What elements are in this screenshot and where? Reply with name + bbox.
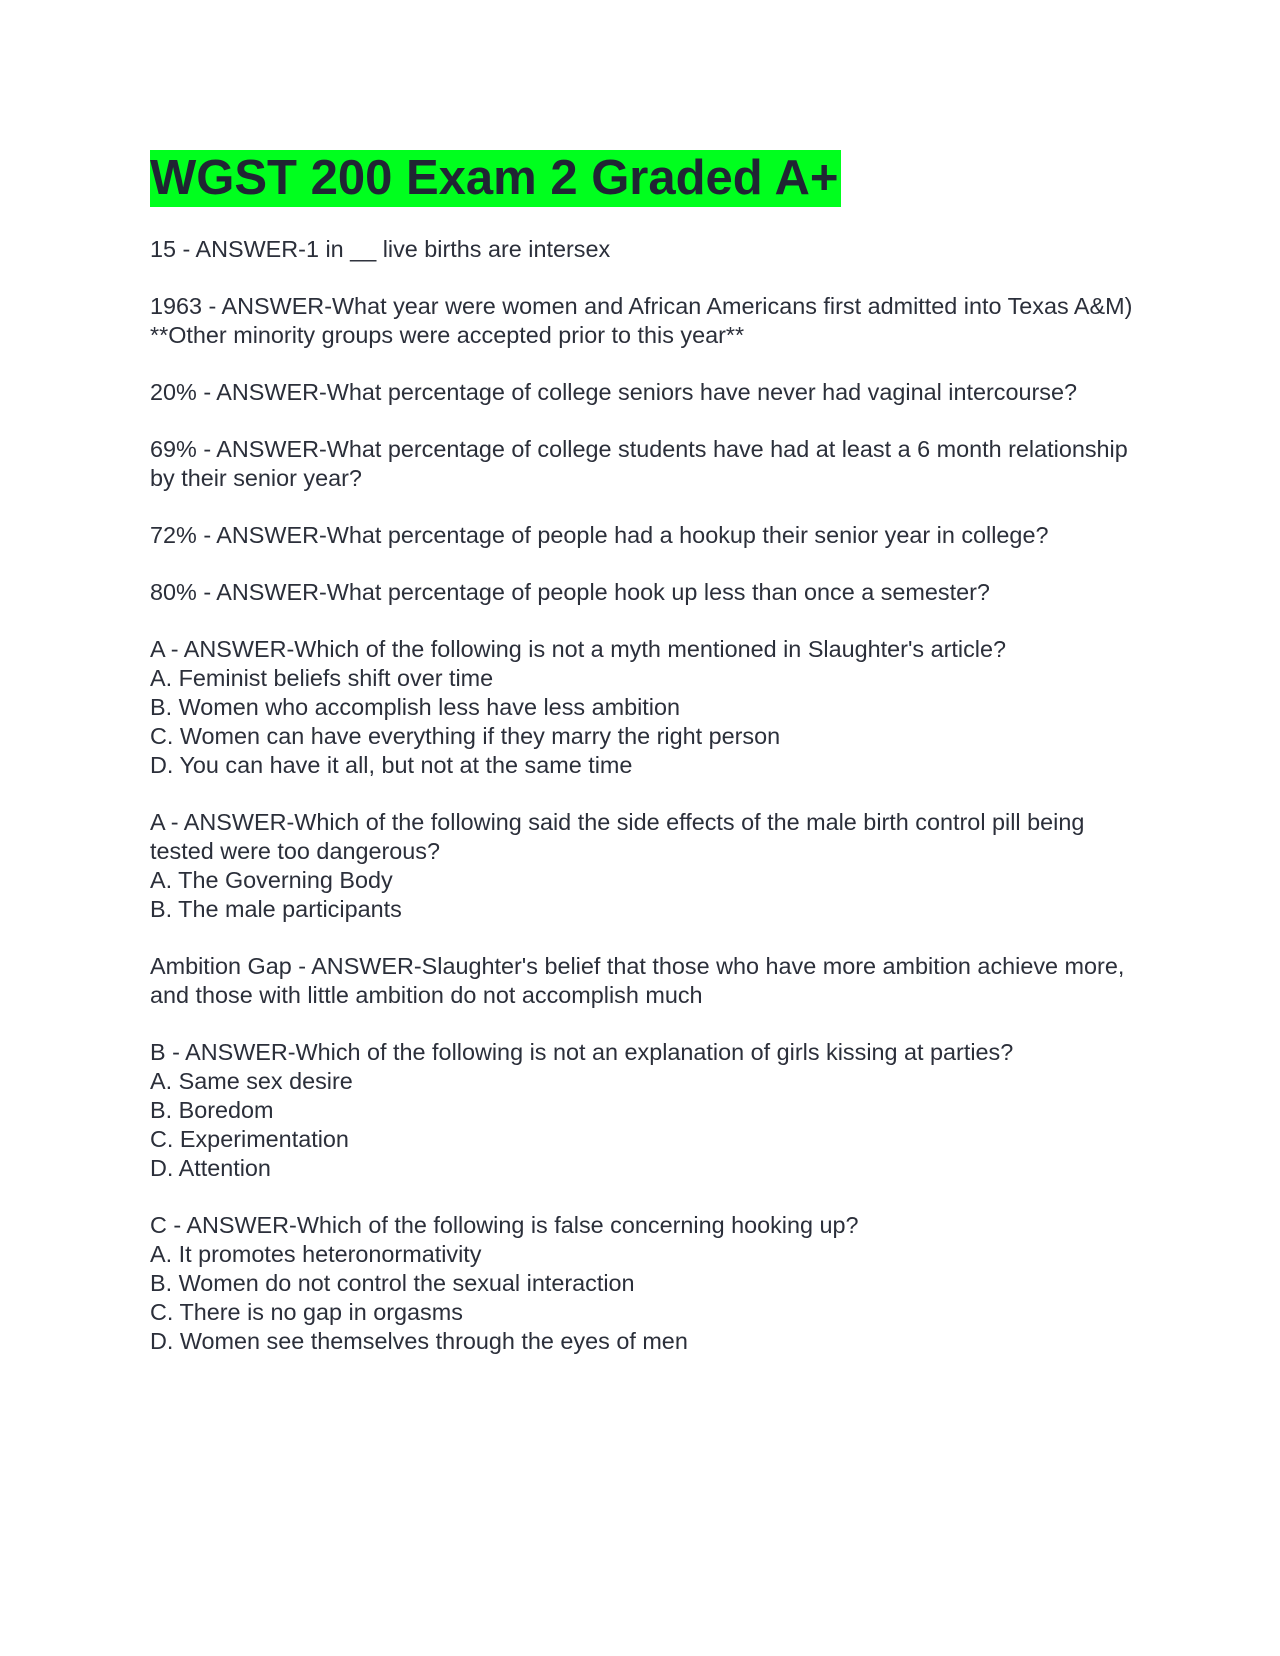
qa-option: A. It promotes heteronormativity [150,1241,482,1267]
qa-question: C - ANSWER-Which of the following is false concerning hooking up? [150,1212,859,1238]
qa-question: 15 - ANSWER-1 in __ live births are intersex [150,236,611,262]
page-title: WGST 200 Exam 2 Graded A+ [150,151,839,205]
qa-option: A. Same sex desire [150,1068,353,1094]
qa-entry [150,952,1140,1010]
qa-entry [150,435,1140,493]
qa-question: 69% - ANSWER-What percentage of college students have had at least a 6 month relationship by their senior year? [150,436,1128,491]
qa-question: 1963 - ANSWER-What year were women and African Americans first admitted into Texas A&M) [150,293,1133,319]
qa-entry [150,235,1140,264]
qa-question: 72% - ANSWER-What percentage of people had a hookup their senior year in college? [150,522,1049,548]
qa-option: D. Attention [150,1155,271,1181]
qa-entry [150,1211,1140,1356]
qa-entry [150,578,1140,607]
qa-option: C. Experimentation [150,1126,349,1152]
qa-question: Ambition Gap - ANSWER-Slaughter's belief that those who have more ambition achieve more, and those with little ambition do not accomplish much [150,953,1125,1008]
qa-option: D. You can have it all, but not at the same time [150,752,633,778]
qa-option: B. The male participants [150,896,402,922]
qa-question: 20% - ANSWER-What percentage of college seniors have never had vaginal intercourse? [150,379,1078,405]
qa-option: C. Women can have everything if they marry the right person [150,723,781,749]
qa-option: C. There is no gap in orgasms [150,1299,463,1325]
qa-option: D. Women see themselves through the eyes of men [150,1328,688,1354]
qa-entry [150,378,1140,407]
qa-list [150,235,1140,1356]
qa-question: 80% - ANSWER-What percentage of people hook up less than once a semester? [150,579,990,605]
qa-option: B. Women do not control the sexual interaction [150,1270,635,1296]
qa-entry [150,808,1140,924]
qa-option: A. The Governing Body [150,867,393,893]
qa-option: B. Women who accomplish less have less ambition [150,694,680,720]
qa-entry [150,521,1140,550]
document-content [150,150,1140,1384]
qa-entry [150,292,1140,350]
qa-option: B. Boredom [150,1097,274,1123]
qa-question: A - ANSWER-Which of the following said the side effects of the male birth control pill being tested were too dangerous? [150,809,1085,864]
qa-question: B - ANSWER-Which of the following is not an explanation of girls kissing at parties? [150,1039,1014,1065]
qa-entry [150,1038,1140,1183]
qa-option: **Other minority groups were accepted prior to this year** [150,322,745,348]
qa-question: A - ANSWER-Which of the following is not a myth mentioned in Slaughter's article? [150,636,1007,662]
qa-entry [150,635,1140,780]
qa-option: A. Feminist beliefs shift over time [150,665,494,691]
